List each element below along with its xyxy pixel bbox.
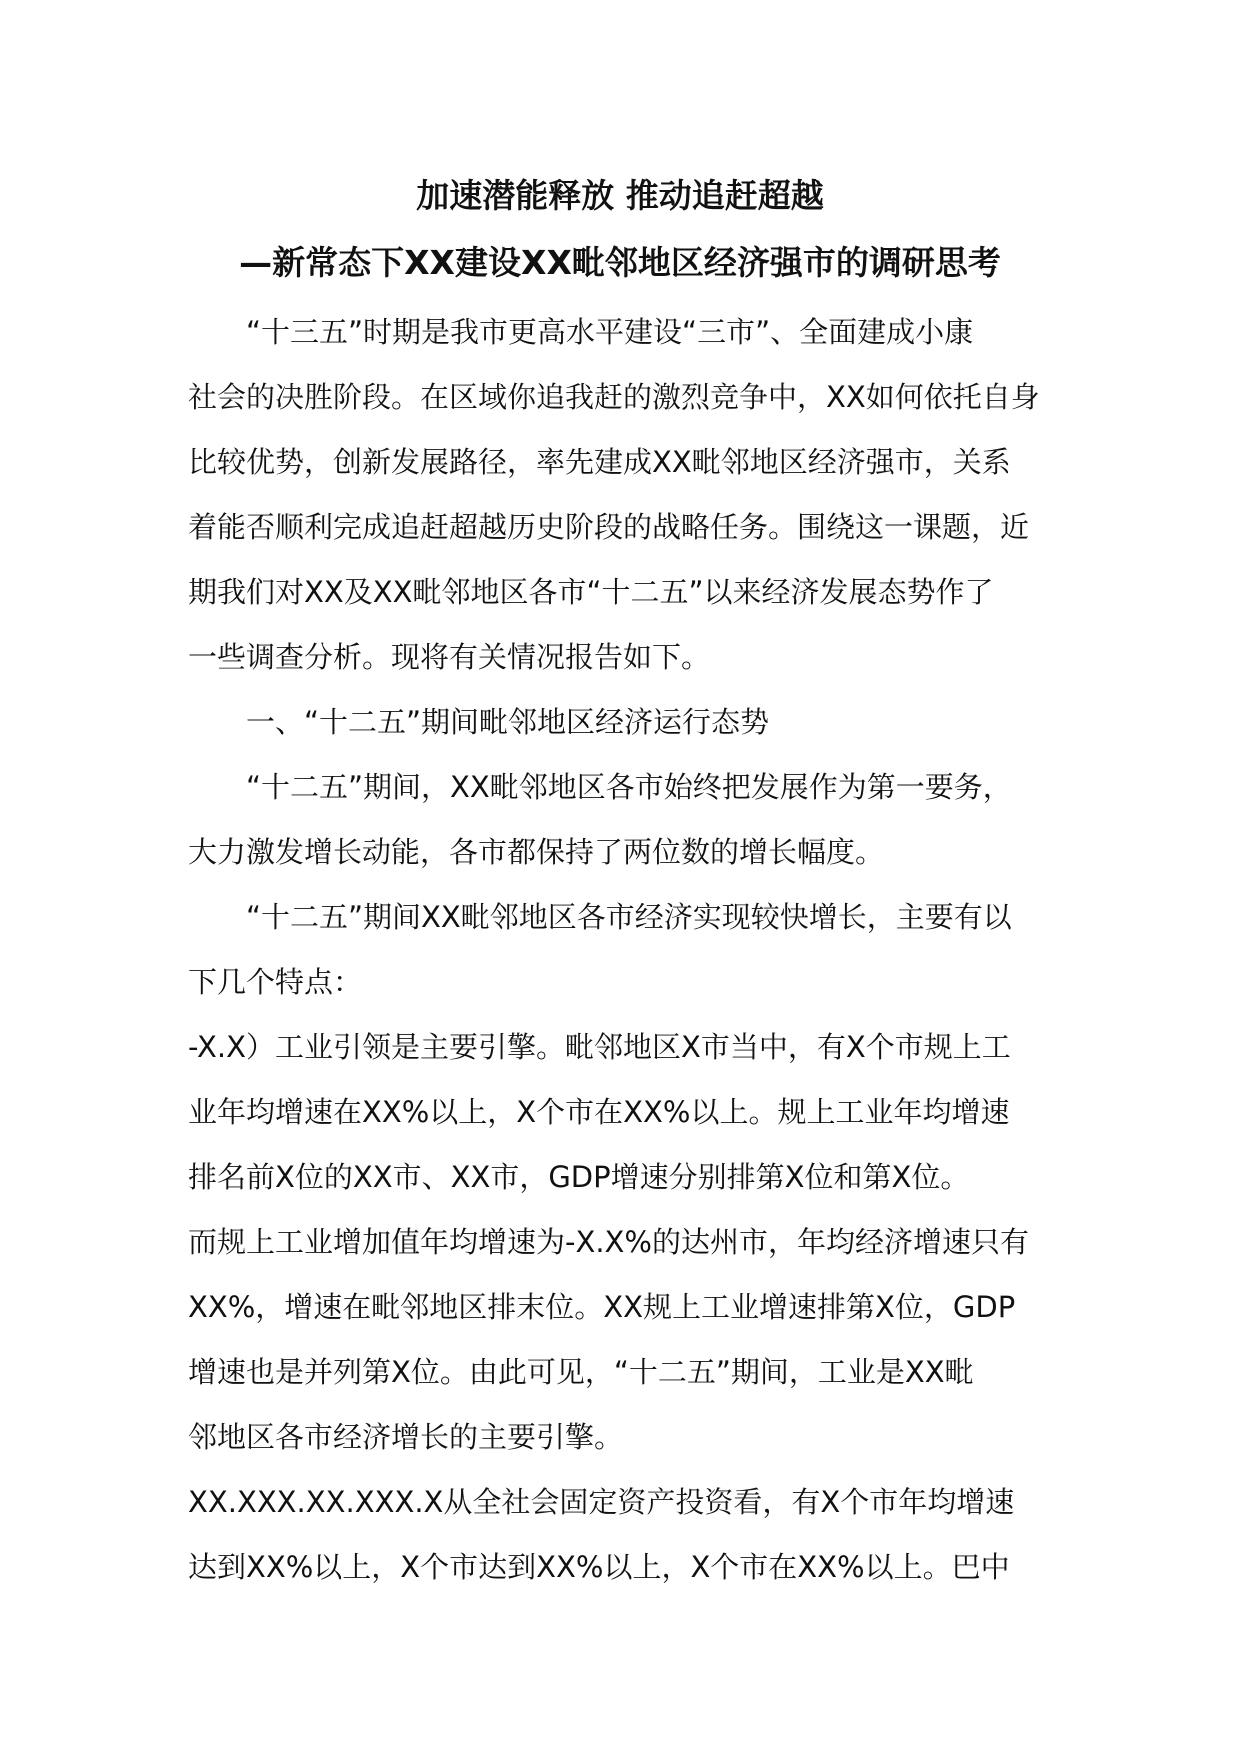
paragraph-line: “十三五”时期是我市更高水平建设“三市”、全面建成小康: [246, 315, 974, 349]
paragraph-line: 期我们对XX及XX毗邻地区各市“十二五”以来经济发展态势作了: [188, 575, 994, 609]
paragraph-line: 业年均增速在XX%以上，X个市在XX%以上。规上工业年均增速: [188, 1095, 1010, 1129]
paragraph-line: 而规上工业增加值年均增速为-X.X%的达州市，年均经济增速只有: [188, 1225, 1029, 1259]
paragraph-line: XX%，增速在毗邻地区排末位。XX规上工业增速排第X位，GDP: [188, 1290, 1016, 1324]
paragraph-line: XX.XXX.XX.XXX.X从全社会固定资产投资看，有X个市年均增速: [188, 1485, 1015, 1519]
paragraph-line: 增速也是并列第X位。由此可见，“十二五”期间，工业是XX毗: [188, 1355, 974, 1389]
paragraph-line: 大力激发增长动能，各市都保持了两位数的增长幅度。: [188, 835, 885, 869]
paragraph-line: 着能否顺利完成追赶超越历史阶段的战略任务。围绕这一课题，近: [188, 510, 1030, 544]
paragraph-line: “十二五”期间XX毗邻地区各市经济实现较快增长，主要有以: [246, 900, 1012, 934]
paragraph-line: 社会的决胜阶段。在区域你追我赶的激烈竞争中，XX如何依托自身: [188, 380, 1040, 414]
paragraph-line: “十二五”期间，XX毗邻地区各市始终把发展作为第一要务，: [246, 770, 1012, 804]
paragraph-line: 一些调查分析。现将有关情况报告如下。: [188, 640, 711, 674]
section-heading: 一、“十二五”期间毗邻地区经济运行态势: [246, 705, 770, 739]
paragraph-line: 达到XX%以上，X个市达到XX%以上，X个市在XX%以上。巴中: [188, 1550, 1010, 1584]
paragraph-line: -X.X）工业引领是主要引擎。毗邻地区X市当中，有X个市规上工: [188, 1030, 1011, 1064]
document-subtitle: —新常态下XX建设XX毗邻地区经济强市的调研思考: [239, 243, 1001, 282]
document-body: [188, 300, 1056, 1600]
paragraph-line: 排名前X位的XX市、XX市，GDP增速分别排第X位和第X位。: [188, 1160, 970, 1194]
paragraph-line: 下几个特点：: [188, 965, 363, 999]
document-title: 加速潜能释放 推动追赶超越: [416, 176, 824, 215]
paragraph-line: 比较优势，创新发展路径，率先建成XX毗邻地区经济强市，关系: [188, 445, 1011, 479]
paragraph-line: 邻地区各市经济增长的主要引擎。: [188, 1420, 624, 1454]
